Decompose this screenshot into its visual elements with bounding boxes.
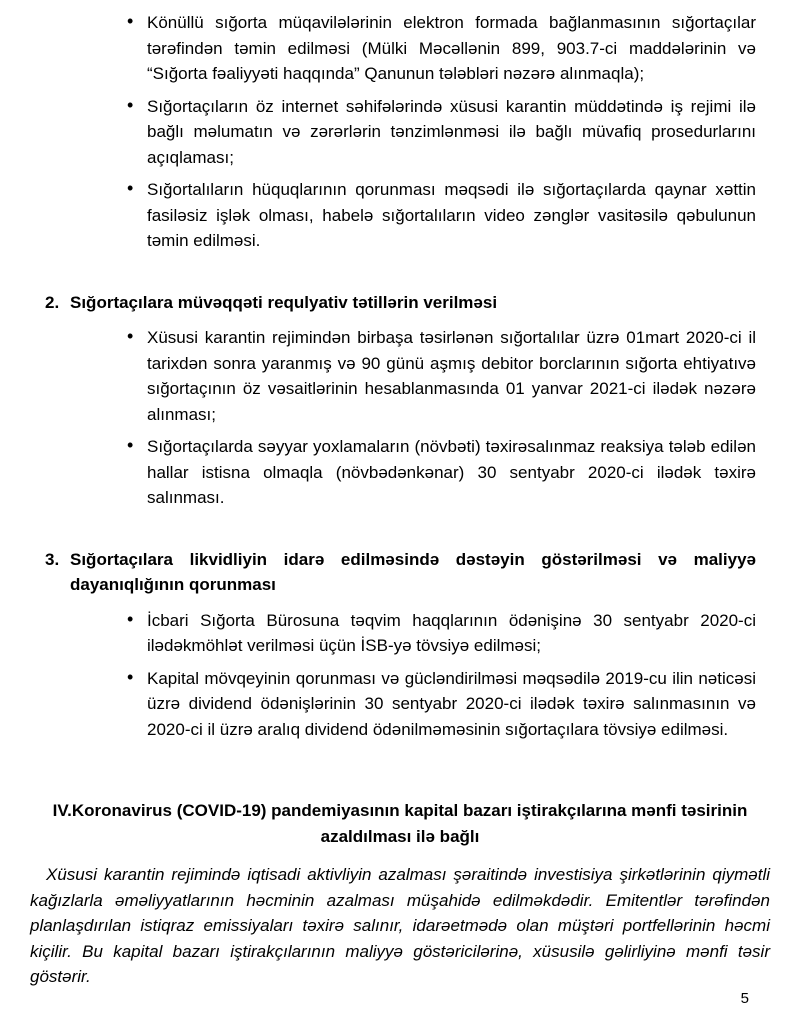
list-item (125, 608, 756, 659)
section-3-bullet-list (125, 608, 756, 743)
list-item (125, 325, 756, 427)
section-heading (45, 547, 756, 598)
list-item (125, 10, 756, 87)
bullet-text: Sığortaçıların öz internet səhifələrində xüsusi karantin müddətində iş rejimi ilə bağlı məlumatın və zərərlərin tənzimlənməsi ilə bağlı müvafiq prosedurlarını açıqlaması; (147, 96, 756, 167)
bullet-icon: • (127, 94, 134, 115)
closing-paragraph: Xüsusi karantin rejimində iqtisadi aktivliyin azalması şəraitində investisiya şirkətlərinin qiymətli kağızlarla əməliyyatlarının həcminin azalması müşahidə edilməkdədir. Emitentlər tərəfindən planlaşdırılan istiqraz emissiyaları təxirə salınır, idarəetmədə olan müştəri portfellərinin həcmi kiçilir. Bu kapital bazarı iştirakçılarının maliyyə göstəricilərinə, xüsusilə gəlirliyinə mənfi təsir göstərir. (30, 865, 770, 986)
section-4-heading: IV.Koronavirus (COVID-19) pandemiyasının kapital bazarı iştirakçılarına mənfi təsirinin azaldılması ilə bağlı (52, 801, 748, 846)
section-title: Sığortaçılara müvəqqəti requlyativ tətillərin verilməsi (70, 292, 498, 312)
bullet-icon: • (127, 326, 134, 346)
bullet-text: Sığortaçılarda səyyar yoxlamaların (növbəti) təxirəsalınmaz reaksiya tələb edilən hallar istisna olmaqla (növbədənkənar) 30 sentyabr 2020-ci ilədək təxirə salınması. (147, 437, 756, 507)
bullet-text: Xüsusi karantin rejimindən birbaşa təsirlənən sığortalılar üzrə 01mart 2020-ci il tarixdən sonra yaranmış və 90 günü aşmış debitor borclarının sığorta ehtiyatıvə sığortaçının öz vəsaitlərinin hesablanmasında 01 yanvar 2021-ci ilədək nəzərə alınması; (147, 328, 756, 424)
section-title: Sığortaçılara likvidliyin idarə edilməsində dəstəyin göstərilməsi və maliyyə dayanıqlığının qorunması (70, 549, 756, 594)
list-item (125, 94, 756, 171)
page-number: 5 (740, 990, 749, 1007)
list-item (125, 434, 756, 511)
bullet-text: İcbari Sığorta Bürosuna təqvim haqqlarının ödənişinə 30 sentyabr 2020-ci ilədəkmöhlət verilməsi üçün İSB-yə tövsiyə edilməsi; (147, 610, 756, 655)
list-item (125, 177, 756, 254)
bullet-icon: • (127, 178, 134, 198)
section-3 (30, 547, 770, 743)
section-heading (45, 290, 756, 316)
section-2 (30, 290, 770, 511)
bullet-icon: • (127, 608, 134, 629)
bullet-text: Kapital mövqeyinin qorunması və gücləndirilməsi məqsədilə 2019-cu ilin nəticəsi üzrə dividend ödənişlərinin 30 sentyabr 2020-ci ilədək təxirə salınmasının və 2020-ci il üzrə aralıq dividend ödənilməməsinin sığortaçılara tövsiyə edilməsi. (147, 668, 756, 739)
bullet-text: Sığortalıların hüquqlarının qorunması məqsədi ilə sığortaçılarda qaynar xəttin fasiləsiz işlək olması, habelə sığortalıların video zənglər vasitəsilə qəbulunun təmin edilməsi. (147, 180, 756, 250)
section-number: 2. (45, 292, 60, 312)
bullet-icon: • (127, 666, 134, 687)
section-2-bullet-list (125, 325, 756, 511)
bullet-text: Könüllü sığorta müqavilələrinin elektron formada bağlanmasının sığortaçılar tərəfindən təmin edilməsi (Mülki Məcəllənin 899, 903.7-ci maddələrinin və “Sığorta fəaliyyəti haqqında” Qanunun tələbləri nəzərə alınmaqla); (147, 13, 756, 83)
bullet-icon: • (127, 11, 134, 31)
list-item (125, 666, 756, 743)
bullet-icon: • (127, 435, 134, 455)
intro-bullet-list (125, 10, 756, 254)
section-number: 3. (45, 549, 60, 569)
